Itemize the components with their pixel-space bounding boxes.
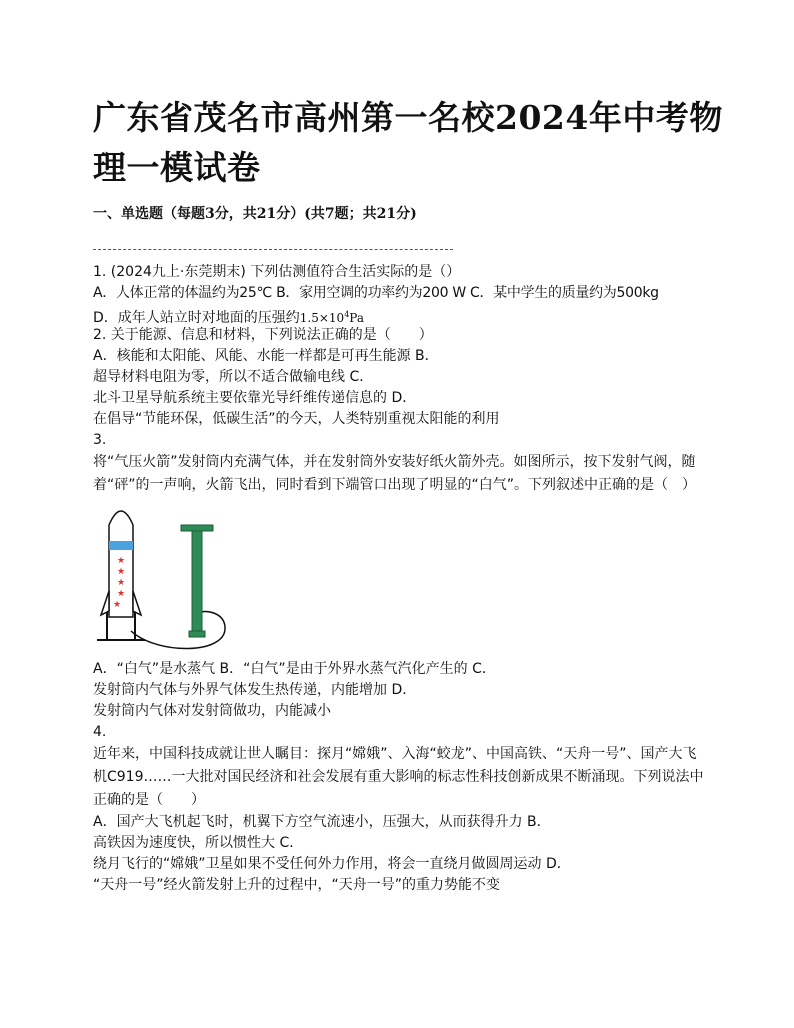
q4-option-line: 高铁因为速度快，所以惯性大 C． [93,835,304,851]
pump-cylinder [192,529,202,633]
air-rocket-diagram [97,505,237,653]
star-icon: ★ [116,556,126,566]
rocket-figure [93,505,708,655]
rocket-band [109,541,133,550]
q4-option-line: 绕月飞行的“嫦娥”卫星如果不受任何外力作用，将会一直绕月做圆周运动 D． [93,856,571,872]
q2-option-line: 北斗卫星导航系统主要依靠光导纤维传递信息的 D． [93,390,417,406]
q3-option-line: 发射筒内气体与外界气体发生热传递，内能增加 D． [93,682,417,698]
q1-option-d-formula: $1.5\times 10^4Pa$ [299,310,364,325]
q3-number: 3. [93,432,107,448]
q3-stem: 将“气压火箭”发射筒内充满气体，并在发射筒外安装好纸火箭外壳。如图所示，按下发射气阀，随着“砰”的一声响，火箭飞出，同时看到下端管口出现了明显的“白气”。下列叙述中正确的是（ ） [93,454,697,493]
q1-option-d-text: D．成年人站立时对地面的压强约 [93,310,300,326]
q1-stem: 1. (2024九上·东莞期末) 下列估测值符合生活实际的是（） [93,264,461,280]
q4-number: 4. [93,724,107,740]
q3-option-line: A．“白气”是水蒸气 B．“白气”是由于外界水蒸气汽化产生的 C． [93,661,496,677]
dashed-divider [93,249,453,250]
page-title: 广东省茂名市高州第一名校2024年中考物理一模试卷 [93,98,723,187]
star-icon: ★ [112,600,122,610]
star-icon: ★ [116,567,126,577]
q2-option-line: A．核能和太阳能、风能、水能一样都是可再生能源 B． [93,348,439,364]
section-heading: 一、单选题（每题3分，共21分）(共7题；共21分) [93,206,417,222]
q1-options-abc: A．人体正常的体温约为25℃ B．家用空调的功率约为200 W C．某中学生的质量约为500kg [93,285,659,301]
q3-option-line: 发射筒内气体对发射筒做功，内能减小 [93,703,331,719]
question-list [93,262,708,896]
q1-option-d [93,304,708,325]
q4-option-line: A．国产大飞机起飞时，机翼下方空气流速小，压强大，从而获得升力 B． [93,814,551,830]
q2-option-line: 在倡导“节能环保，低碳生活”的今天，人类特别重视太阳能的利用 [93,411,500,427]
pump-base [189,631,205,637]
star-icon: ★ [116,589,126,599]
q4-option-line: “天舟一号”经火箭发射上升的过程中，“天舟一号”的重力势能不变 [93,877,501,893]
rocket-fin-right [133,591,141,615]
air-hose [131,612,225,649]
q4-stem: 近年来，中国科技成就让世人瞩目：探月“嫦娥”、入海“蛟龙”、中国高铁、“天舟一号”、国产大飞机C919……一大批对国民经济和社会发展有重大影响的标志性科技创新成果不断涌现。下列说法中正确的是（ ） [93,746,704,808]
star-icon: ★ [116,578,126,588]
rocket-fin-left [101,591,109,615]
pump-handle [181,525,213,531]
q2-option-line: 超导材料电阻为零，所以不适合做输电线 C． [93,369,374,385]
q2-stem: 2. 关于能源、信息和材料，下列说法正确的是（ ） [93,327,433,343]
